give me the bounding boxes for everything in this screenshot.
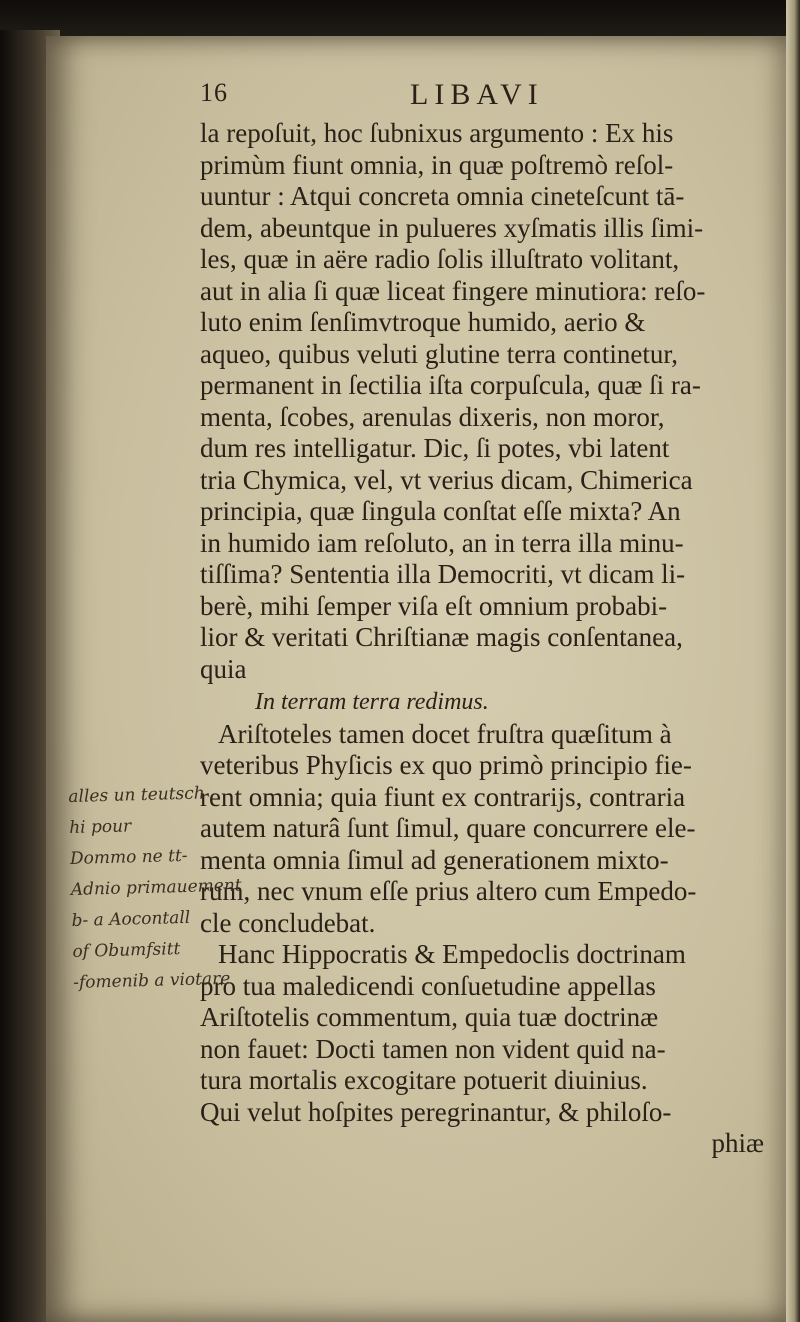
text-line: Qui velut hoſpites peregrinantur, & philoſo-: [200, 1096, 672, 1127]
marginal-note-line: Dommo ne tt-: [69, 845, 188, 869]
marginal-note-line: hi pour: [68, 816, 132, 838]
page-edge-strip: [786, 0, 800, 1322]
text-line: Ariſtoteles tamen docet fruſtra quæſitum à: [218, 718, 672, 749]
text-line: la repoſuit, hoc ſubnixus argumento : Ex his: [200, 118, 674, 148]
marginal-note-line: b- a Aocontall: [71, 907, 191, 931]
text-line: les, quæ in aëre radio ſolis illuſtrato volitant,: [200, 244, 680, 274]
text-line: luto enim ſenſimvtroque humido, aerio &: [200, 307, 646, 337]
text-line: primùm fiunt omnia, in quæ poſtremò reſol-: [200, 149, 674, 180]
marginal-note-line: alles un teutsch: [68, 783, 205, 807]
text-line: menta, ſcobes, arenulas dixeris, non moror,: [200, 401, 665, 432]
marginal-note-line: Adnio primauement: [70, 875, 242, 900]
text-line: dum res intelligatur. Dic, ſi potes, vbi latent: [200, 433, 670, 463]
page-header: [200, 78, 760, 118]
body-text: [200, 118, 780, 1160]
text-line: veteribus Phyſicis ex quo primò principio fie-: [200, 750, 692, 780]
text-line: rent omnia; quia fiunt ex contrarijs, contraria: [200, 781, 686, 812]
text-line: dem, abeuntque in pulueres xyſmatis illis ſimi-: [200, 212, 704, 243]
text-line: in humido iam reſoluto, an in terra illa minu-: [200, 527, 684, 558]
catchword: phiæ: [711, 1128, 764, 1158]
text-line: rum, nec vnum eſſe prius altero cum Empedo-: [200, 876, 697, 906]
text-line: aqueo, quibus veluti glutine terra continetur,: [200, 338, 679, 369]
marginal-note-line: of Obumfsitt: [72, 939, 181, 962]
text-line: permanent in ſectilia iſta corpuſcula, quæ ſi ra-: [200, 370, 701, 400]
text-line: tiſſima? Sententia illa Democriti, vt dicam li-: [200, 559, 686, 589]
page-number: 16: [200, 78, 228, 107]
marginal-subhead: In terram terra redimus.: [255, 689, 489, 715]
text-line: Ariſtotelis commentum, quia tuæ doctrinæ: [200, 1002, 659, 1032]
text-line: cle concludebat.: [200, 907, 376, 938]
text-line: Hanc Hippocratis & Empedoclis doctrinam: [218, 939, 686, 969]
marginal-note-line: -fomenib a viotare: [72, 968, 231, 993]
text-line: tria Chymica, vel, vt verius dicam, Chimerica: [200, 464, 693, 495]
text-line: tura mortalis excogitare potuerit diuinius.: [200, 1065, 648, 1095]
running-head: LIBAVI: [410, 78, 544, 111]
text-line: quia: [200, 653, 247, 684]
text-line: berè, mihi ſemper viſa eſt omnium probabi-: [200, 590, 668, 621]
text-line: autem naturâ ſunt ſimul, quare concurrere ele-: [200, 813, 696, 843]
handwritten-marginalia: [68, 777, 254, 999]
text-line: principia, quæ ſingula conſtat eſſe mixta? An: [200, 496, 681, 526]
text-line: uuntur : Atqui concreta omnia cineteſcunt tā-: [200, 181, 685, 211]
text-line: pro tua maledicendi conſuetudine appellas: [200, 970, 656, 1001]
text-line: aut in alia ſi quæ liceat fingere minutiora: reſo-: [200, 275, 706, 306]
text-line: non fauet: Docti tamen non vident quid na-: [200, 1033, 666, 1064]
text-line: menta omnia ſimul ad generationem mixto-: [200, 844, 669, 875]
text-line: lior & veritati Chriſtianæ magis conſentanea,: [200, 622, 683, 652]
